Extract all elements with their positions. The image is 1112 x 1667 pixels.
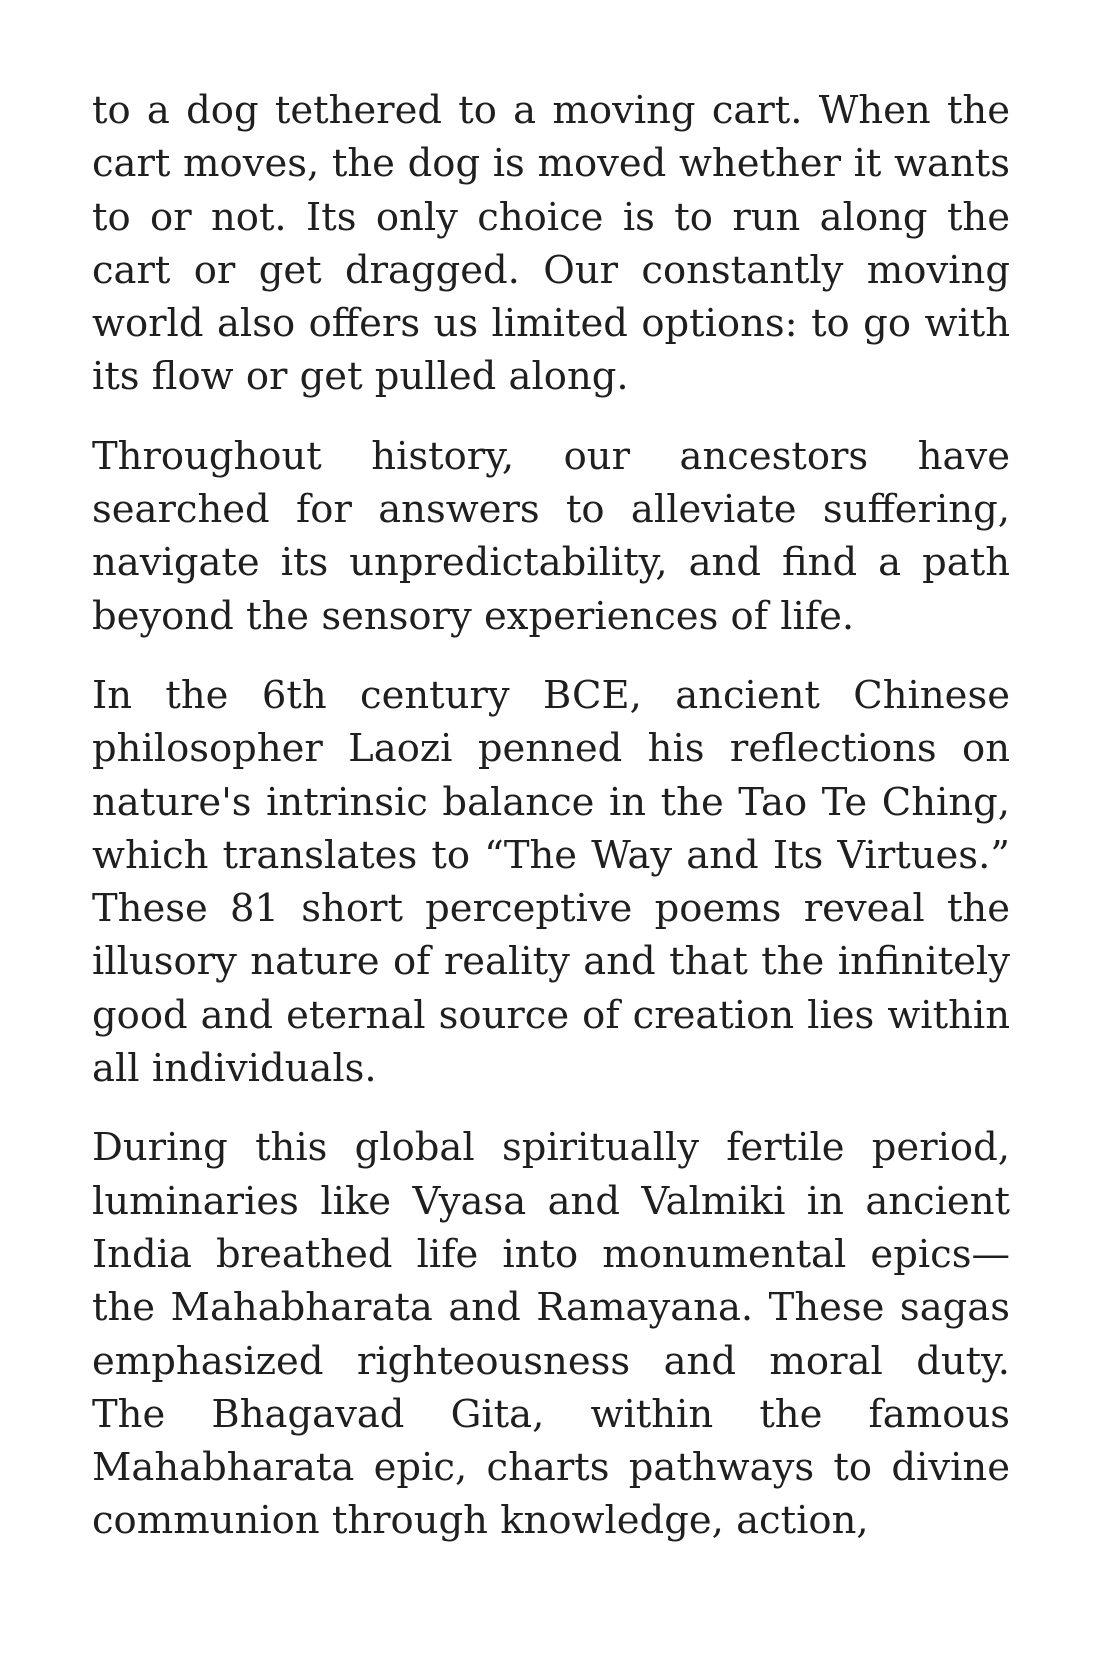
paragraph-dog-cart: to a dog tethered to a moving cart. When the cart moves, the dog is moved whether it wants to or not. Its only choice is to run along the cart or get dragged. Our constantly moving world also offers us limited options: to go with its flow or get pulled along. [92, 88, 1010, 400]
paragraph-laozi: In the 6th century BCE, ancient Chinese philosopher Laozi penned his reflections on nature's intrinsic balance in the Tao Te Ching, which translates to “The Way and Its Virtues.” These 81 short perceptive poems reveal the illusory nature of reality and that the infinitely good and eternal source of creation lies within all individuals. [92, 672, 1010, 1092]
paragraph-india-epics: During this global spiritually fertile period, luminaries like Vyasa and Valmiki in ancient India breathed life into monumental epics—the Mahabharata and Ramayana. These sagas emphasized righteousness and moral duty. The Bhagavad Gita, within the famous Mahabharata epic, charts pathways to divine communion through knowledge, action, [92, 1125, 1010, 1544]
paragraph-ancestors: Throughout history, our ancestors have searched for answers to alleviate suffering, navigate its unpredictability, and find a path beyond the sensory experiences of life. [92, 433, 1010, 639]
